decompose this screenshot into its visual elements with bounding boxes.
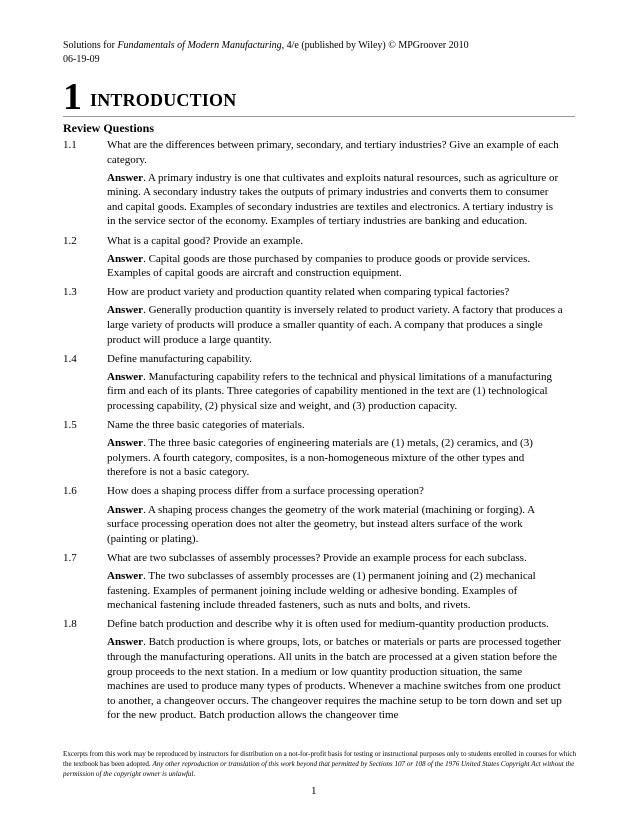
header-date: 06-19-09 <box>63 54 100 65</box>
question-text: Define manufacturing capability. <box>107 352 252 365</box>
answer-text <box>107 569 563 613</box>
question-item <box>63 484 563 546</box>
chapter-title: INTRODUCTION <box>90 90 237 110</box>
header-suffix: , 4/e (published by Wiley) © MPGroover 2010 <box>281 40 469 51</box>
answer-label: Answer <box>107 437 144 450</box>
answer-text <box>107 303 563 347</box>
question-text: What are two subclasses of assembly processes? Provide an example process for each subclass. <box>107 551 527 564</box>
question-item <box>63 285 563 347</box>
answer-text <box>107 503 563 547</box>
book-title: Fundamentals of Modern Manufacturing <box>117 40 282 51</box>
question-text: What is a capital good? Provide an example. <box>107 234 304 247</box>
answer-label: Answer <box>107 304 144 317</box>
question-text: What are the differences between primary, secondary, and tertiary industries? Give an example of each category. <box>107 139 559 166</box>
question-item <box>63 138 563 229</box>
section-heading: Review Questions <box>63 121 154 135</box>
question-number: 1.1 <box>63 139 77 151</box>
answer-text <box>107 370 563 414</box>
question-number: 1.2 <box>63 234 77 247</box>
answer-body: . A primary industry is one that cultivates and exploits natural resources, such as agriculture or mining. A secondary industry takes the outputs of primary industries and converts them to consumer and capital goods. Examples of secondary industries are textiles and electronics. A tertiary industry is in the service sector of the economy. Examples of tertiary industries are banking and education. <box>107 171 559 228</box>
running-header <box>63 39 583 67</box>
header-line <box>63 39 583 53</box>
footer-notice-italic: Any other reproduction or translation of this work beyond that permitted by Sections 107 or 108 of the 1976 United States Copyright Act without the permission of the copyright owner is unlawful. <box>63 760 575 778</box>
answer-label: Answer <box>107 503 144 516</box>
answer-body: . The two subclasses of assembly processes are (1) permanent joining and (2) mechanical fastening. Examples of permanent joining include welding or adhesive bonding. Examples of mechanical fastening include threaded fasteners, such as nuts and bolts, and rivets. <box>107 569 536 612</box>
answer-text <box>107 252 563 281</box>
answer-label: Answer <box>107 171 144 184</box>
answer-label: Answer <box>107 569 144 582</box>
answer-body: . The three basic categories of engineering materials are (1) metals, (2) ceramics, and (3) polymers. A fourth category, composites, is a non-homogeneous mixture of the other types and therefore is not a basic category. <box>107 437 533 479</box>
answer-text <box>107 436 563 480</box>
answer-body: . A shaping process changes the geometry of the work material (machining or forging). A surface processing operation does not alter the geometry, but instead alters surface of the work (painting or plating). <box>107 503 535 545</box>
copyright-footer <box>63 749 578 779</box>
question-text: Define batch production and describe why it is often used for medium-quantity production products. <box>107 618 549 631</box>
review-questions-list <box>63 138 563 727</box>
header-prefix: Solutions for <box>63 40 118 51</box>
question-item <box>63 418 563 480</box>
question-item <box>63 234 563 281</box>
answer-label: Answer <box>107 636 144 649</box>
answer-body: . Capital goods are those purchased by companies to produce goods or provide services. Examples of capital goods are aircraft and construction equipment. <box>107 252 531 280</box>
answer-label: Answer <box>107 252 144 265</box>
question-item <box>63 617 563 723</box>
answer-text <box>107 635 563 723</box>
answer-body: . Batch production is where groups, lots, or batches or materials or parts are processed together through the manufacturing operations. All units in the batch are processed at a given station before the group proceeds to the next station. In a medium or low quantity production situation, the same machines are used to produce many types of products. Whenever a machine switches from one product to another, a changeover occurs. The changeover requires the machine setup to be torn down and set up for the new product. Batch production allows the changeover time <box>107 636 562 722</box>
question-text: Name the three basic categories of materials. <box>107 419 305 432</box>
question-number: 1.5 <box>63 419 77 432</box>
answer-label: Answer <box>107 370 144 383</box>
page-number: 1 <box>311 785 317 797</box>
answer-body: . Manufacturing capability refers to the technical and physical limitations of a manufacturing firm and each of its plants. Three categories of capability mentioned in the text are (1) technological processing capability, (2) physical size and weight, and (3) production capacity. <box>107 370 553 412</box>
answer-body: . Generally production quantity is inversely related to product variety. A factory that produces a large variety of products will produce a smaller quantity of each. A company that produces a single product will produce a large quantity. <box>107 304 563 346</box>
question-number: 1.7 <box>63 551 77 564</box>
question-text: How are product variety and production quantity related when comparing typical factories? <box>107 286 510 299</box>
question-item <box>63 352 563 414</box>
question-number: 1.3 <box>63 286 77 299</box>
answer-text <box>107 171 563 229</box>
question-text: How does a shaping process differ from a surface processing operation? <box>107 485 424 498</box>
footer-notice: Excerpts from this work may be reproduced by instructors for distribution on a not-for-profit basis for testing or instructional purposes only to students enrolled in courses for which the textbook has been adopted. <box>63 750 577 768</box>
question-number: 1.6 <box>63 485 77 498</box>
question-number: 1.4 <box>63 352 77 365</box>
chapter-number: 1 <box>63 76 82 118</box>
question-number: 1.8 <box>63 618 77 631</box>
chapter-heading <box>63 76 575 118</box>
question-item <box>63 551 563 613</box>
